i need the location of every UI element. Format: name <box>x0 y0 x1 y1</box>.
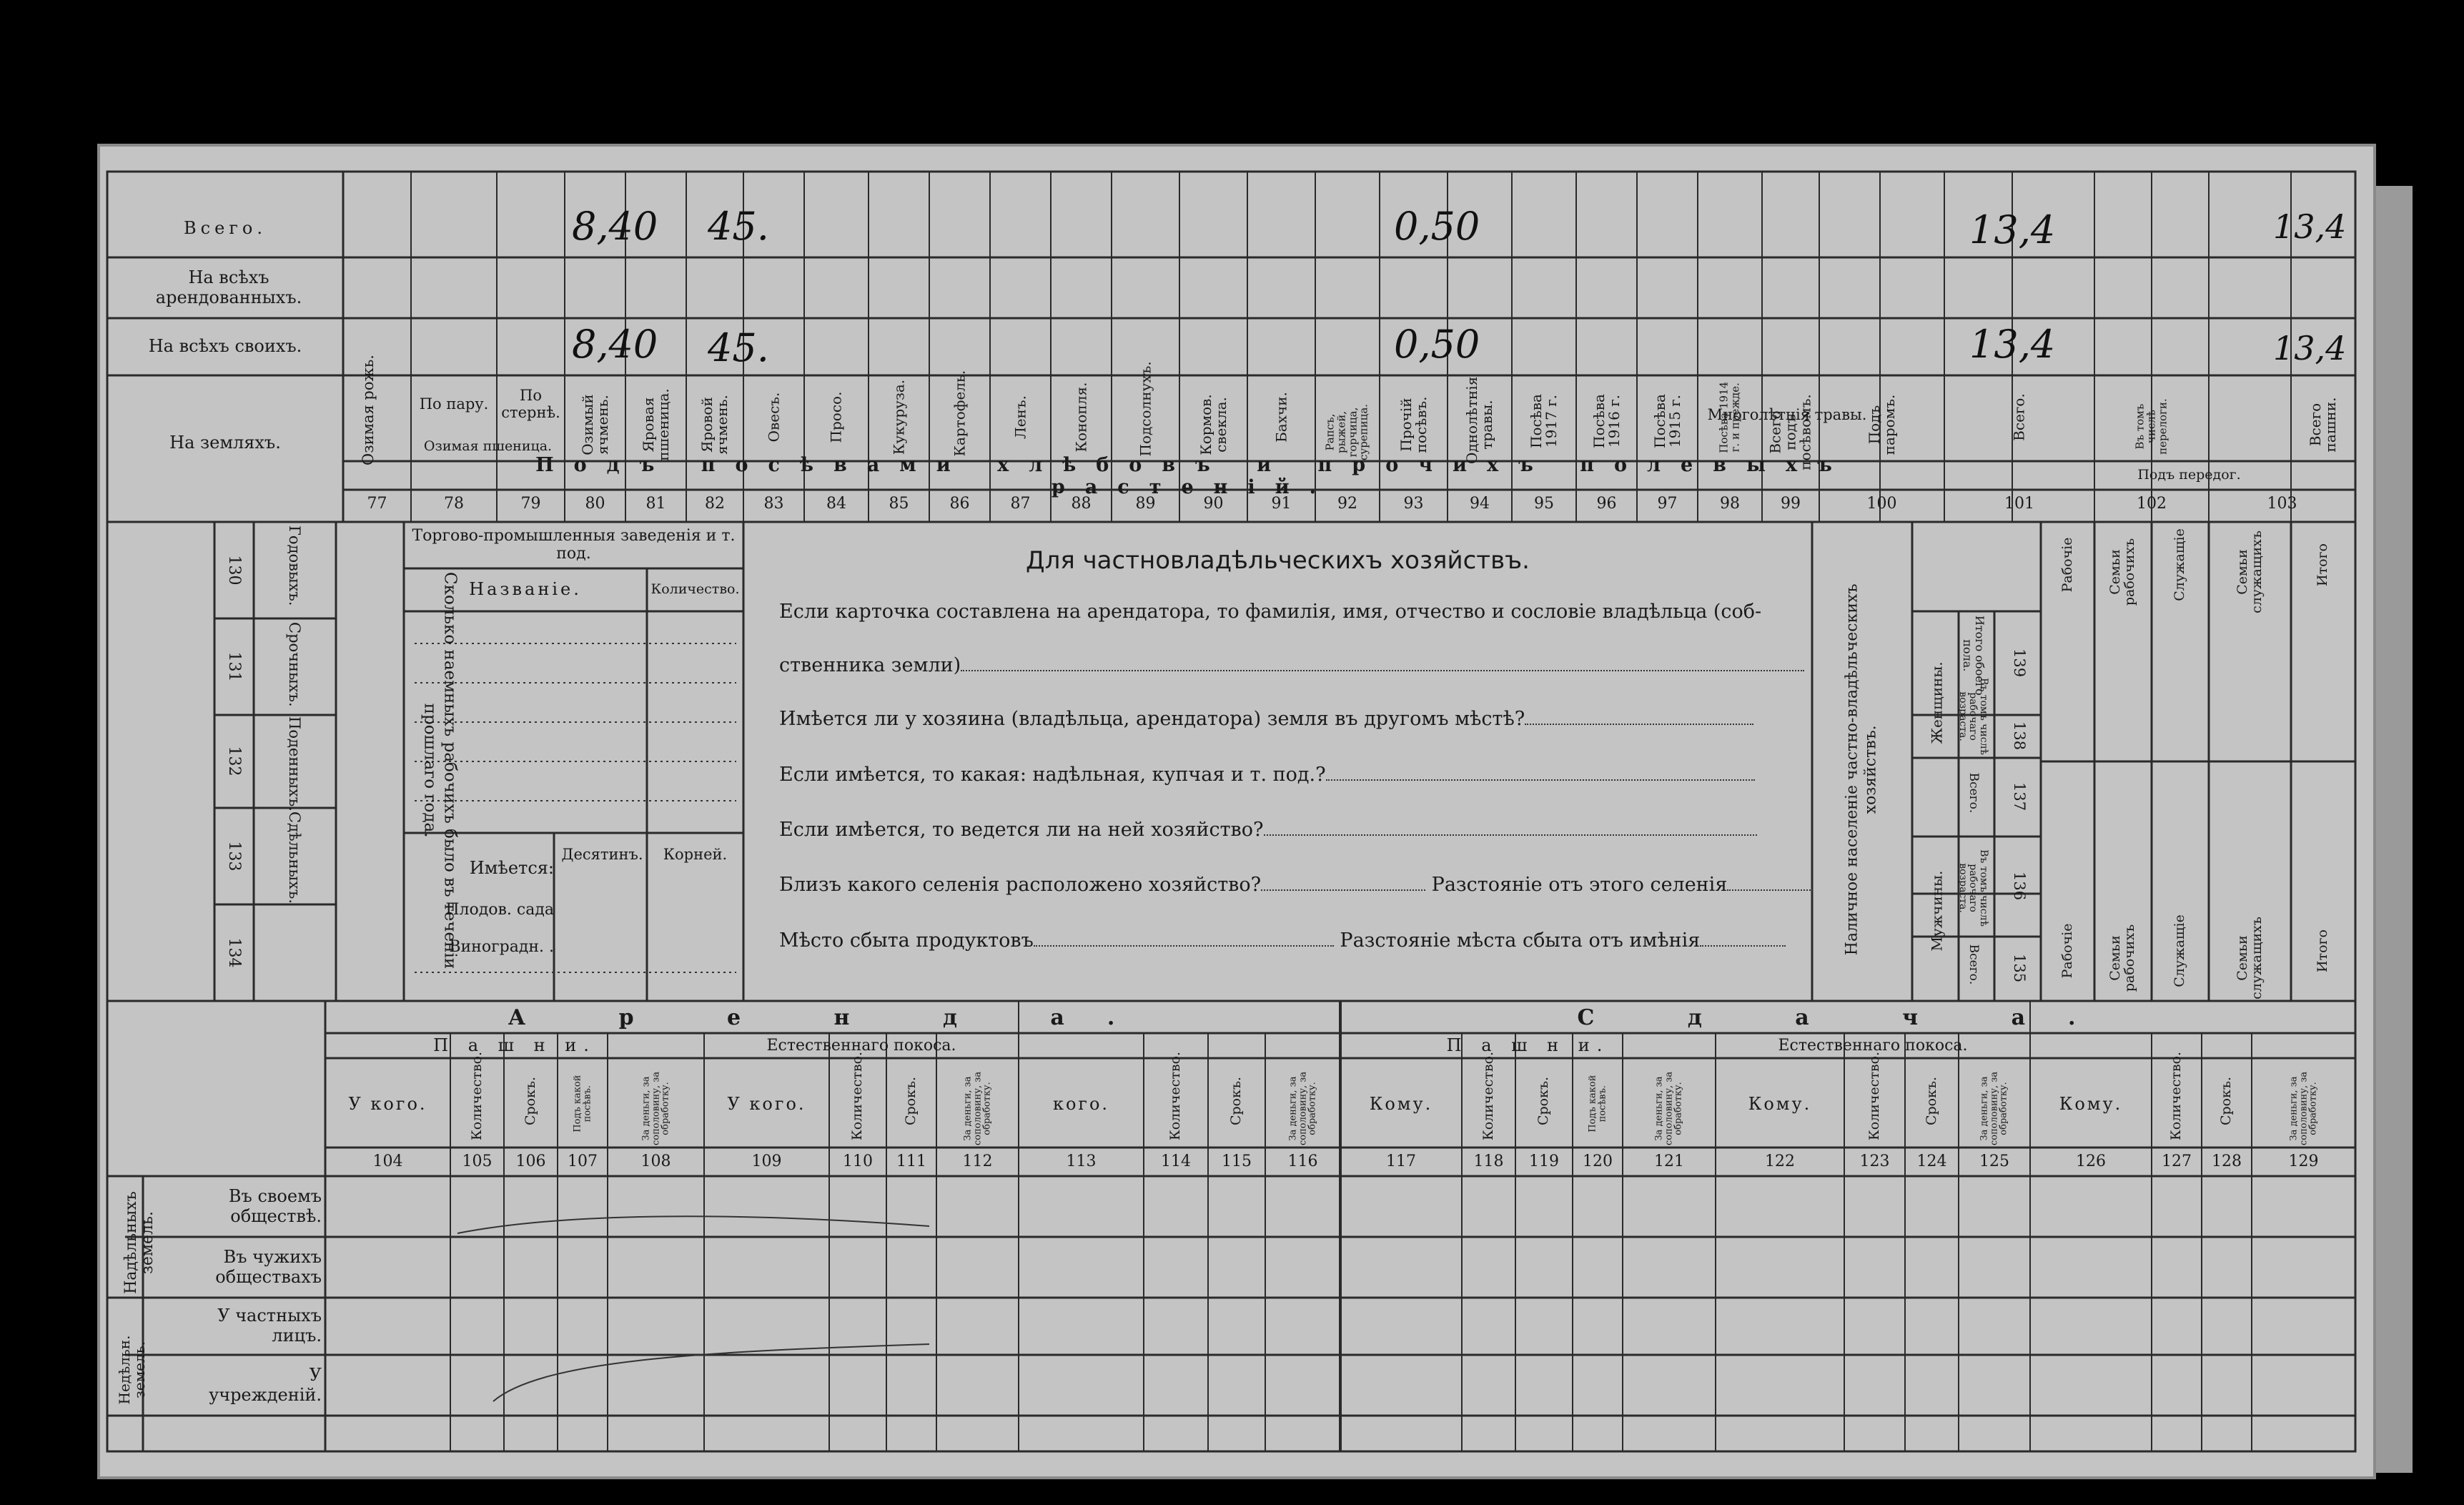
lease-header-komu: Кому. <box>1748 1094 1812 1115</box>
lease-number: 105 <box>462 1153 493 1170</box>
hand-own-91: 0,50 <box>1394 322 1480 367</box>
col-number: 93 <box>1403 495 1424 513</box>
hired-number: 134 <box>225 937 244 968</box>
col-number: 97 <box>1657 495 1678 513</box>
lease-number: 118 <box>1473 1153 1504 1170</box>
right-col-bottom: Итого <box>2315 929 2331 972</box>
hired-caption: Сколько наемныхъ рабочихъ было въ теченiи прошлаго года. <box>421 572 460 969</box>
col-c84: Просо. <box>827 391 845 443</box>
col-c103: Всего пашни. <box>2307 397 2339 453</box>
lease-number: 108 <box>640 1153 671 1170</box>
lease-number: 128 <box>2212 1153 2242 1170</box>
pop-total: Итого обоего пола. <box>1961 615 1986 696</box>
trade-title: Торгово-промышленныя заведенiя и т. под. <box>412 526 736 563</box>
lease-header-za_dengi: За деньги, за сополовину, за обработку. <box>962 1071 993 1146</box>
col-number: 82 <box>705 495 725 513</box>
col-c82: Яровой ячмень. <box>698 395 731 455</box>
col-c80: Озимый ячмень. <box>578 394 611 455</box>
col-c90: Кормов. свекла. <box>1197 394 1229 455</box>
crops-banner: Подъ посѣвами хлѣбовъ и прочихъ полевыхъ растенiй. <box>535 453 1852 498</box>
hand-total-103: 13,4 <box>2273 207 2347 246</box>
right-col-bottom: Рабочiе <box>2059 923 2075 979</box>
lease-header-kol: Количество. <box>1167 1051 1184 1140</box>
population-caption: Наличное населенiе частно-владѣльческихъ хозяйствъ. <box>1843 583 1880 956</box>
lease-number: 116 <box>1287 1153 1318 1170</box>
hand-total-82: 45. <box>708 204 769 249</box>
lease-number: 113 <box>1066 1153 1097 1170</box>
question-market: Мѣсто сбыта продуктовъ Разстоянiе мѣста сбыта отъ имѣнiя <box>779 929 1786 952</box>
trade-name-header: Названiе. <box>469 579 582 600</box>
question-village: Близъ какого селенiя расположено хозяйство? Разстоянiе отъ этого селенiя <box>779 874 1813 896</box>
col-c87: Ленъ. <box>1011 395 1029 439</box>
pop-number: 136 <box>2011 872 2029 901</box>
arenda-pashni: П а ш н и. <box>433 1035 596 1056</box>
hand-total-91: 0,50 <box>1394 204 1480 249</box>
question-land-type: Если имѣется, то какая: надѣльная, купчая и т. под.? <box>779 764 1755 786</box>
lease-header-pod_posev: Подъ какой посѣвъ. <box>572 1075 593 1133</box>
hand-total-80: 8,40 <box>572 204 658 249</box>
hand-own-103: 13,4 <box>2273 329 2347 367</box>
lease-number: 109 <box>751 1153 782 1170</box>
hired-type: Срочныхъ. <box>286 621 304 707</box>
lease-header-za_dengi: За деньги, за сополовину, за обработку. <box>1653 1071 1684 1146</box>
lease-number: 124 <box>1916 1153 1947 1170</box>
group-other: Недѣльн. земель. <box>116 1335 148 1405</box>
lease-header-kol: Количество. <box>1480 1051 1496 1140</box>
right-col-top: Рабочiе <box>2059 537 2075 593</box>
lease-header-komu: Кому. <box>1369 1094 1433 1115</box>
lease-header-kol: Количество. <box>849 1051 866 1140</box>
col-number: 89 <box>1135 495 1156 513</box>
hired-type: Сдѣльныхъ. <box>286 811 304 904</box>
arenda-pokos: Естественнаго покоса. <box>766 1037 956 1055</box>
lease-number: 117 <box>1386 1153 1416 1170</box>
lease-number: 110 <box>843 1153 873 1170</box>
row-total: Всего. <box>184 218 267 239</box>
col-c93: Прочiй посѣвъ. <box>1397 396 1430 453</box>
sdacha-pokos: Естественнаго покоса. <box>1778 1037 1968 1055</box>
col-perennial-grass: Многолѣтнiя травы. <box>1707 405 1867 423</box>
lease-number: 126 <box>2076 1153 2106 1170</box>
right-col-top: Семьи рабочихъ <box>2107 538 2137 606</box>
row-own-society: Въ своемъ обществѣ. <box>228 1185 322 1226</box>
lease-number: 111 <box>896 1153 926 1170</box>
right-col-top: Служащiе <box>2172 528 2188 601</box>
hired-number: 131 <box>225 651 244 682</box>
right-col-top: Семьи служащихъ <box>2234 531 2265 613</box>
lease-header-komu: Кому. <box>2059 1094 2123 1115</box>
col-number: 95 <box>1534 495 1554 513</box>
orchard-label: Плодов. сада <box>445 901 554 919</box>
col-number: 77 <box>367 495 387 513</box>
col-on-stubble: По стернѣ. <box>501 386 560 421</box>
lease-number: 119 <box>1529 1153 1559 1170</box>
col-number: 102 <box>2137 495 2167 513</box>
hand-own-80: 8,40 <box>572 322 658 367</box>
row-private: У частныхъ лицъ. <box>217 1306 322 1346</box>
pop-number: 138 <box>2011 721 2029 751</box>
col-number: 83 <box>763 495 784 513</box>
question-farming: Если имѣется, то ведется ли на ней хозяйство? <box>779 819 1757 841</box>
lease-header-kol: Количество. <box>2168 1051 2185 1140</box>
lease-number: 123 <box>1859 1153 1890 1170</box>
col-c89: Подсолнухъ. <box>1137 361 1154 457</box>
lease-number: 114 <box>1161 1153 1191 1170</box>
lease-header-kogo: кого. <box>1052 1094 1110 1115</box>
lease-header-za_dengi: За деньги, за сополовину, за обработку. <box>1287 1071 1318 1146</box>
lease-header-za_dengi: За деньги, за сополовину, за обработку. <box>640 1071 671 1146</box>
right-col-bottom: Служащiе <box>2172 914 2188 987</box>
lease-header-srok: Срокъ. <box>1923 1076 1939 1126</box>
col-fallow-group: Подъ передог. <box>2137 467 2241 483</box>
col-number: 88 <box>1071 495 1092 513</box>
women-workers: Въ томъ числѣ рабочаго возраста. <box>1956 678 1990 755</box>
lease-number: 129 <box>2288 1153 2319 1170</box>
hired-number: 132 <box>225 746 244 776</box>
lease-number: 107 <box>568 1153 598 1170</box>
col-number: 94 <box>1470 495 1490 513</box>
col-c95: Посѣва 1917 г. <box>1528 394 1560 448</box>
lease-number: 106 <box>515 1153 546 1170</box>
col-number: 101 <box>2004 495 2034 513</box>
lease-header-za_dengi: За деньги, за сополовину, за обработку. <box>2288 1071 2319 1146</box>
lease-header-pod_posev: Подъ какой посѣвъ. <box>1587 1075 1608 1133</box>
hired-type: Годовыхъ. <box>286 525 304 606</box>
arenda-title: А р е н д а. <box>508 1005 1158 1030</box>
group-nadel: Надѣльныхъ земель. <box>122 1191 157 1294</box>
col-number: 99 <box>1781 495 1801 513</box>
col-winter-rye: Озимая рожь. <box>359 355 377 466</box>
korney-header: Корней. <box>663 845 728 863</box>
lease-number: 125 <box>1979 1153 2009 1170</box>
right-col-bottom: Семьи служащихъ <box>2234 917 2265 1000</box>
hand-own-99: 13,4 <box>1969 322 2056 367</box>
col-c88: Конопля. <box>1072 382 1089 453</box>
row-rented: На всѣхъ арендованныхъ. <box>155 267 302 307</box>
sdacha-pashni: П а ш н и. <box>1446 1035 1610 1056</box>
pop-number: 137 <box>2011 782 2029 811</box>
question-owner: Если карточка составлена на арендатора, то фамилiя, имя, отчество и сословiе владѣльца (соб- <box>779 601 1762 623</box>
col-number: 81 <box>645 495 666 513</box>
col-winter-wheat: Озимая пшеница. <box>423 438 553 455</box>
col-number: 90 <box>1203 495 1224 513</box>
lease-number: 120 <box>1583 1153 1613 1170</box>
pop-number: 135 <box>2011 954 2029 983</box>
col-c100: Подъ паромъ. <box>1865 394 1898 455</box>
question-owner-cont: ственника земли) <box>779 654 1804 676</box>
has-label: Имѣется: <box>469 858 554 879</box>
lease-number: 127 <box>2162 1153 2192 1170</box>
row-on-lands: На земляхъ. <box>169 433 281 453</box>
col-c94: Однолѣтнiя травы. <box>1463 376 1495 464</box>
col-c86: Картофель. <box>951 370 968 457</box>
col-c99: Всего подъ посѣвомъ. <box>1766 394 1814 470</box>
col-c91: Бахчи. <box>1272 392 1290 443</box>
col-c102: Въ томъ числѣ перелоги. <box>2133 398 2169 455</box>
vineyard-label: Виноградн. . <box>449 938 554 957</box>
col-number: 96 <box>1596 495 1617 513</box>
col-on-fallow: По пару. <box>419 395 489 413</box>
pop-number: 139 <box>2011 648 2029 677</box>
col-c81: Яровая пшеница. <box>639 388 672 461</box>
trade-qty-header: Количество. <box>650 581 740 598</box>
col-c96: Посѣва 1916 г. <box>1590 394 1623 448</box>
hand-own-82: 45. <box>708 325 769 370</box>
lease-number: 104 <box>372 1153 403 1170</box>
col-number: 92 <box>1337 495 1357 513</box>
col-number: 100 <box>1866 495 1897 513</box>
col-number: 79 <box>520 495 541 513</box>
col-c85: Кукуруза. <box>890 379 907 455</box>
women-total: Всего. <box>1966 772 1981 814</box>
col-c92: Рапсъ, рыжей, горчица, сурепица. <box>1323 403 1370 461</box>
col-number: 103 <box>2267 495 2297 513</box>
row-own: На всѣхъ своихъ. <box>148 336 302 357</box>
lease-header-srok: Срокъ. <box>2218 1076 2235 1126</box>
men-total: Всего. <box>1966 944 1981 985</box>
desyatin-header: Десятинъ. <box>561 845 643 863</box>
hand-total-99: 13,4 <box>1969 207 2056 252</box>
col-number: 80 <box>585 495 605 513</box>
lease-header-srok: Срокъ. <box>1228 1076 1245 1126</box>
private-title: Для частновладѣльческихъ хозяйствъ. <box>1026 546 1530 576</box>
col-c97: Посѣва 1915 г. <box>1651 394 1683 448</box>
lease-header-u_kogo: У кого. <box>727 1094 806 1115</box>
col-c98: Посѣва 1914 г. и прежде. <box>1717 381 1741 453</box>
lease-header-srok: Срокъ. <box>522 1076 538 1126</box>
col-number: 86 <box>949 495 970 513</box>
women-label: Женщины. <box>1928 661 1946 744</box>
lease-header-za_dengi: За деньги, за сополовину, за обработку. <box>1979 1071 2009 1146</box>
col-number: 85 <box>889 495 909 513</box>
col-number: 87 <box>1010 495 1031 513</box>
right-col-bottom: Семьи рабочихъ <box>2107 924 2137 992</box>
lease-number: 121 <box>1654 1153 1684 1170</box>
hired-type: Поденныхъ. <box>286 716 304 811</box>
lease-header-srok: Срокъ. <box>1535 1076 1552 1126</box>
sdacha-title: С д а ч а. <box>1577 1005 2119 1030</box>
col-number: 84 <box>826 495 846 513</box>
hired-number: 133 <box>225 841 244 872</box>
row-other-society: Въ чужихъ обществахъ <box>215 1246 322 1287</box>
hired-number: 130 <box>225 555 244 586</box>
lease-number: 115 <box>1222 1153 1252 1170</box>
question-other-land: Имѣется ли у хозяина (владѣльца, арендатора) земля въ другомъ мѣстѣ? <box>779 708 1753 730</box>
col-number: 98 <box>1720 495 1740 513</box>
lease-header-srok: Срокъ. <box>903 1076 919 1126</box>
col-c101: Всего. <box>2010 393 2028 441</box>
col-number: 78 <box>444 495 464 513</box>
men-workers: Въ томъ числѣ рабочаго возраста. <box>1956 849 1990 927</box>
lease-number: 122 <box>1765 1153 1795 1170</box>
lease-number: 112 <box>962 1153 993 1170</box>
row-institutions: У учрежденiй. <box>209 1364 322 1405</box>
lease-header-u_kogo: У кого. <box>348 1094 427 1115</box>
men-label: Мужчины. <box>1928 870 1946 952</box>
col-c83: Овесъ. <box>765 392 782 443</box>
lease-header-kol: Количество. <box>468 1051 485 1140</box>
lease-header-kol: Количество. <box>1866 1051 1882 1140</box>
col-number: 91 <box>1271 495 1292 513</box>
right-col-top: Итого <box>2315 543 2331 586</box>
